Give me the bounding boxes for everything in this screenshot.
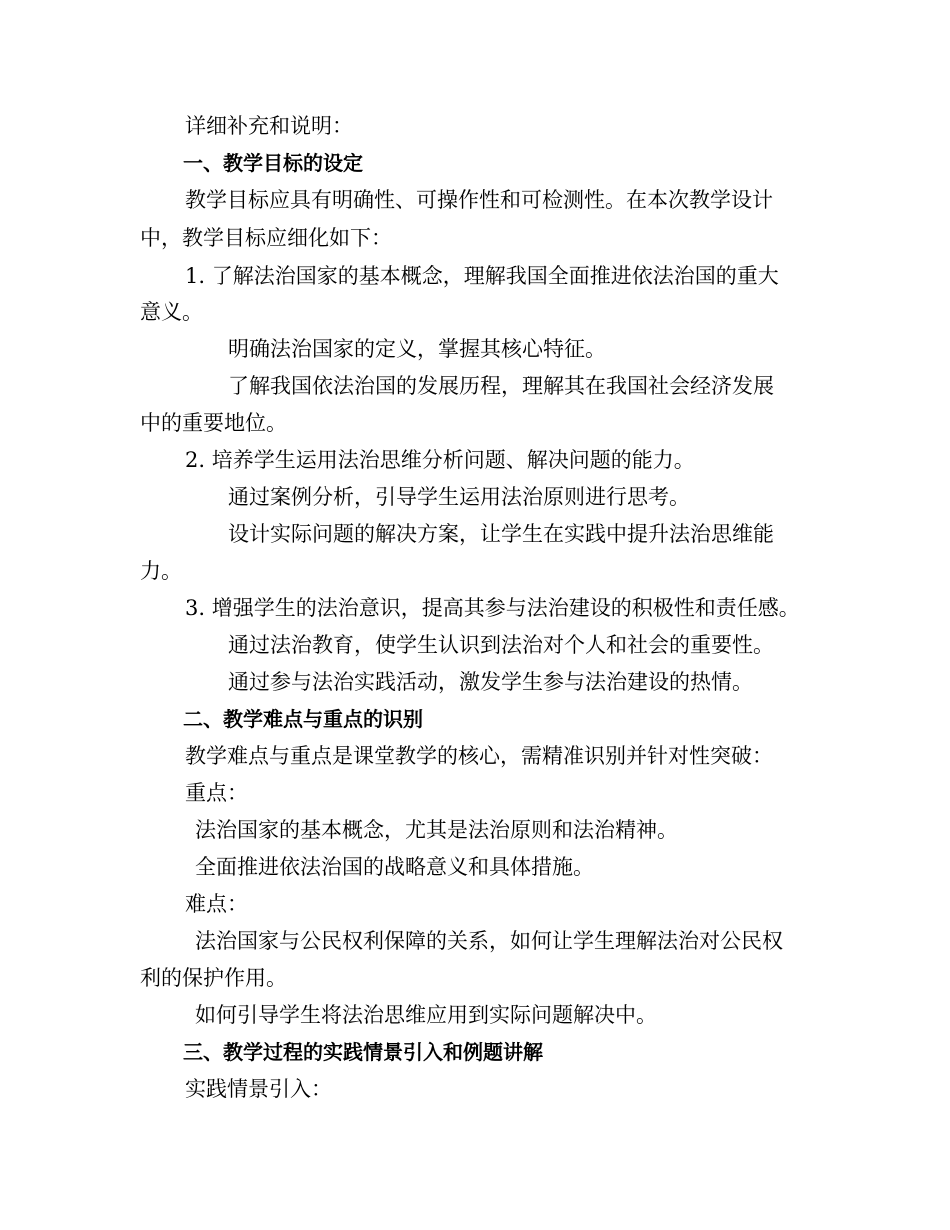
key-point-item: 法治国家的基本概念，尤其是法治原则和法治精神。: [195, 818, 678, 842]
paragraph-line: 实践情景引入：: [185, 1077, 332, 1101]
sub-item: 通过参与法治实践活动，激发学生参与法治建设的热情。: [228, 670, 753, 694]
paragraph-line: 中，教学目标应细化如下：: [140, 226, 392, 250]
section-heading-3: 三、教学过程的实践情景引入和例题讲解: [183, 1040, 543, 1064]
key-point-item: 全面推进依法治国的战略意义和具体措施。: [195, 855, 594, 879]
paragraph-line: 意义。: [140, 300, 203, 324]
difficulties-label: 难点：: [185, 892, 248, 916]
paragraph-line: 教学难点与重点是课堂教学的核心，需精准识别并针对性突破：: [185, 744, 773, 768]
paragraph-line: 教学目标应具有明确性、可操作性和可检测性。在本次教学设计: [185, 188, 773, 212]
intro-line: 详细补充和说明：: [185, 114, 353, 138]
sub-item: 通过案例分析，引导学生运用法治原则进行思考。: [228, 485, 690, 509]
list-item-1: 1. 了解法治国家的基本概念，理解我国全面推进依法治国的重大: [185, 264, 779, 288]
paragraph-line: 中的重要地位。: [140, 411, 287, 435]
paragraph-line: 利的保护作用。: [140, 966, 287, 990]
sub-item: 通过法治教育，使学生认识到法治对个人和社会的重要性。: [228, 633, 774, 657]
list-item-3: 3. 增强学生的法治意识，提高其参与法治建设的积极性和责任感。: [185, 596, 800, 620]
sub-item: 明确法治国家的定义，掌握其核心特征。: [228, 337, 606, 361]
section-heading-1: 一、教学目标的设定: [183, 151, 363, 175]
sub-item: 设计实际问题的解决方案，让学生在实践中提升法治思维能: [228, 522, 774, 546]
difficulty-item: 法治国家与公民权利保障的关系，如何让学生理解法治对公民权: [195, 929, 783, 953]
key-points-label: 重点：: [185, 781, 248, 805]
list-item-2: 2. 培养学生运用法治思维分析问题、解决问题的能力。: [185, 448, 695, 472]
section-heading-2: 二、教学难点与重点的识别: [183, 707, 423, 731]
difficulty-item: 如何引导学生将法治思维应用到实际问题解决中。: [195, 1003, 657, 1027]
sub-item: 了解我国依法治国的发展历程，理解其在我国社会经济发展: [228, 374, 774, 398]
paragraph-line: 力。: [140, 559, 182, 583]
